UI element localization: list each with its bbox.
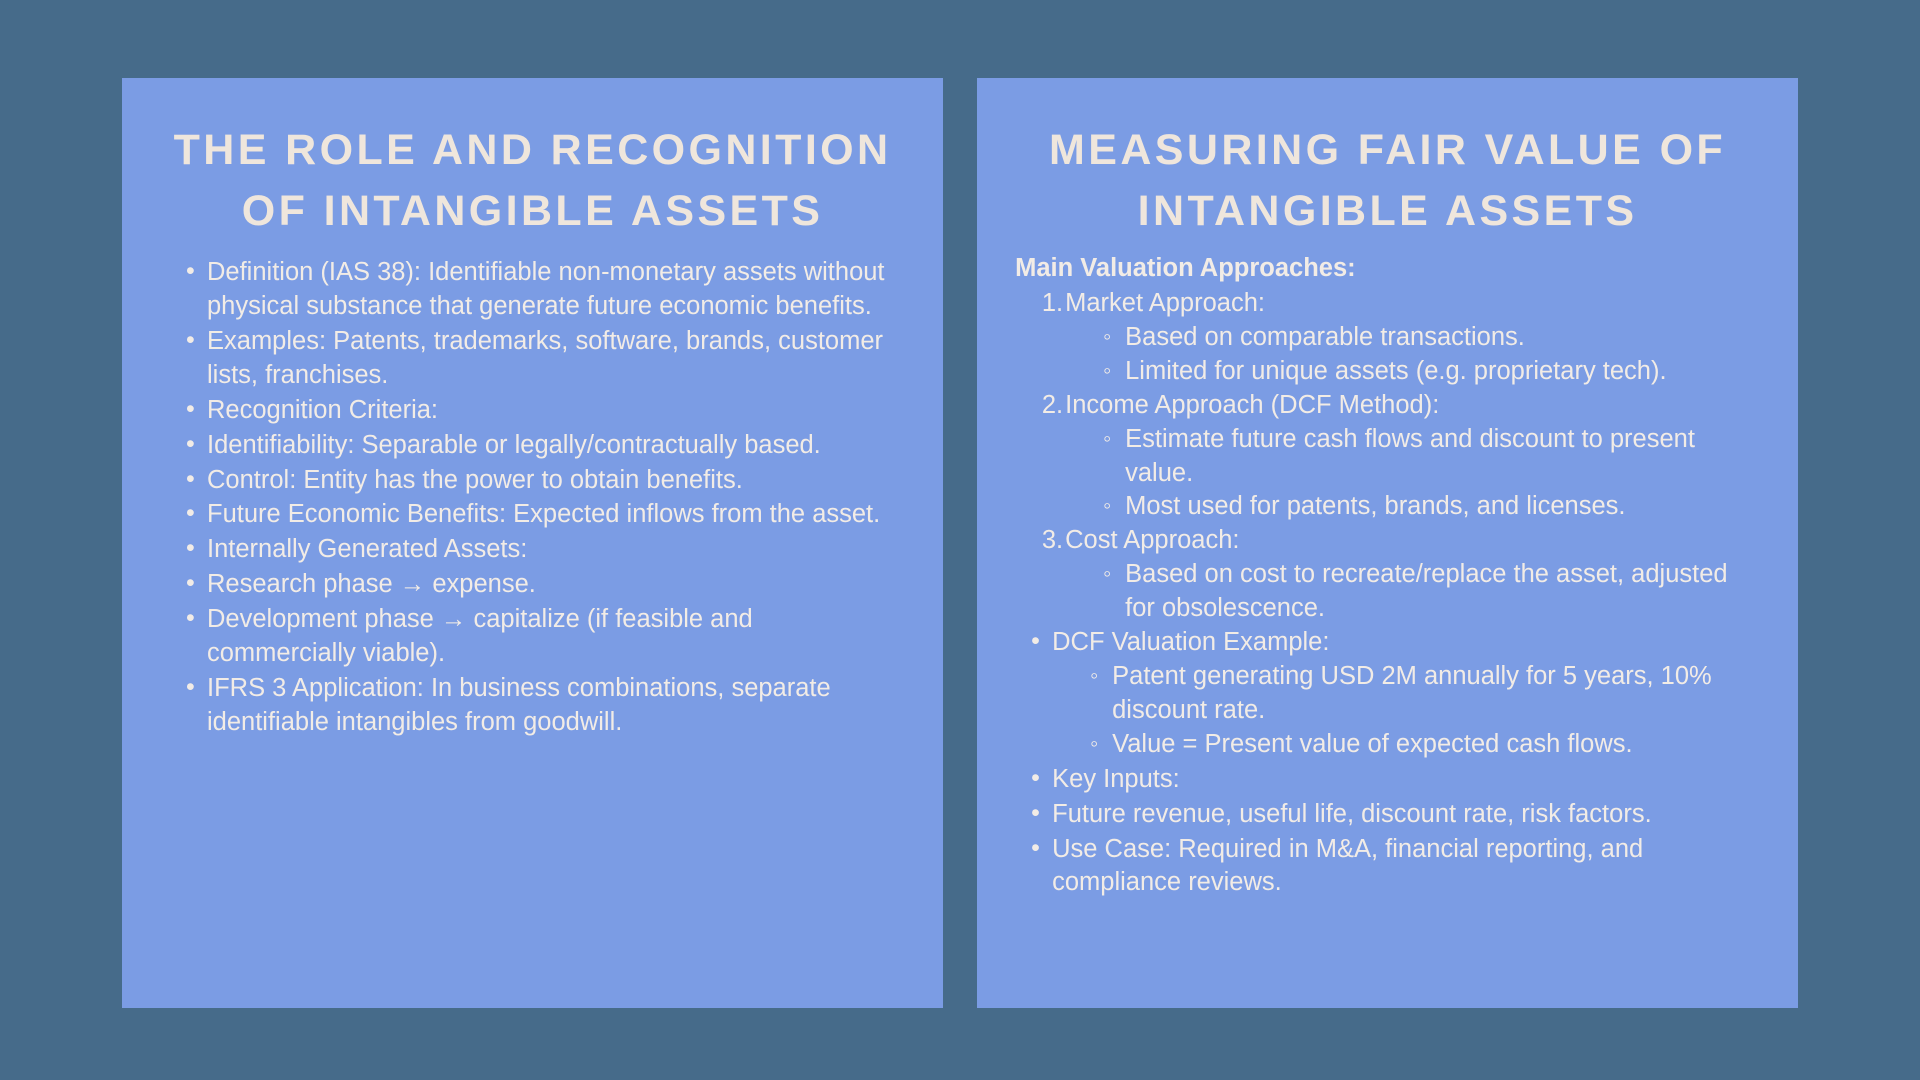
list-item-text: Use Case: Required in M&A, financial reporting, and compliance reviews.	[1052, 834, 1644, 897]
list-item-text: IFRS 3 Application: In business combinations, separate identifiable intangibles from goodwill.	[207, 673, 831, 736]
right-card	[977, 78, 1798, 1008]
left-card-title: THE ROLE AND RECOGNITION OF INTANGIBLE ASSETS	[173, 126, 892, 236]
list-item	[1029, 833, 1764, 901]
sub-list-item-text: Limited for unique assets (e.g. proprietary tech).	[1125, 356, 1667, 385]
list-item	[1031, 524, 1764, 626]
sub-list-item-text: Patent generating USD 2M annually for 5 years, 10% discount rate.	[1112, 661, 1712, 724]
sub-list-item	[1088, 660, 1764, 728]
list-item-text: Research phase → expense.	[207, 570, 536, 599]
sub-list-item	[1101, 558, 1764, 626]
right-card-bullet-list	[1011, 626, 1764, 900]
left-card-bullet-list	[162, 256, 903, 740]
list-item-text: Control: Entity has the power to obtain benefits.	[207, 465, 743, 494]
sub-list-item-text: Estimate future cash flows and discount to present value.	[1125, 424, 1695, 487]
sub-list-item-text: Most used for patents, brands, and licenses.	[1125, 492, 1626, 521]
list-item-text: Market Approach:	[1065, 289, 1265, 317]
section-heading: Main Valuation Approaches:	[1015, 254, 1356, 283]
list-item	[1029, 763, 1764, 797]
right-card-title: MEASURING FAIR VALUE OF INTANGIBLE ASSETS	[1049, 126, 1727, 236]
list-item	[184, 325, 903, 393]
sub-list-item	[1088, 728, 1764, 762]
valuation-approach-list	[1011, 287, 1764, 626]
sub-list	[1052, 660, 1764, 762]
list-item	[184, 394, 903, 428]
list-item-text: Income Approach (DCF Method):	[1065, 390, 1440, 419]
sub-list-item	[1101, 490, 1764, 524]
list-item-text: Identifiability: Separable or legally/contractually based.	[207, 430, 821, 459]
list-item-text: Internally Generated Assets:	[207, 535, 528, 564]
list-item	[184, 533, 903, 567]
list-item-text: Cost Approach:	[1065, 526, 1240, 555]
list-item	[184, 256, 903, 324]
list-item-text: Recognition Criteria:	[207, 395, 439, 424]
left-card	[122, 78, 943, 1008]
list-item	[184, 568, 903, 602]
sub-list	[1065, 423, 1764, 525]
sub-list	[1065, 558, 1764, 626]
list-item-text: Future revenue, useful life, discount rate, risk factors.	[1052, 799, 1652, 828]
list-item	[184, 429, 903, 463]
sub-list-item-text: Based on cost to recreate/replace the asset, adjusted for obsolescence.	[1125, 560, 1728, 623]
list-item	[184, 464, 903, 498]
list-item-text: Examples: Patents, trademarks, software, brands, customer lists, franchises.	[207, 326, 884, 389]
list-item-text: DCF Valuation Example:	[1052, 628, 1330, 657]
list-item	[184, 498, 903, 532]
list-item	[1029, 798, 1764, 832]
sub-list-item	[1101, 321, 1764, 355]
list-item-text: Key Inputs:	[1052, 764, 1180, 793]
sub-list	[1065, 321, 1764, 389]
sub-list-item	[1101, 423, 1764, 491]
sub-list-item	[1101, 355, 1764, 389]
list-item	[1029, 626, 1764, 762]
list-item	[1031, 389, 1764, 525]
sub-list-item-text: Based on comparable transactions.	[1125, 322, 1525, 351]
list-item	[1031, 287, 1764, 389]
list-item-text: Development phase → capitalize (if feasible and commercially viable).	[207, 605, 753, 668]
list-item-text: Future Economic Benefits: Expected inflows from the asset.	[207, 500, 881, 529]
list-item	[184, 672, 903, 740]
sub-list-item-text: Value = Present value of expected cash flows.	[1112, 729, 1633, 758]
list-item-text: Definition (IAS 38): Identifiable non-monetary assets without physical substance that generate future economic benefits.	[207, 258, 885, 320]
list-item	[184, 603, 903, 671]
right-card-body	[1011, 252, 1764, 900]
